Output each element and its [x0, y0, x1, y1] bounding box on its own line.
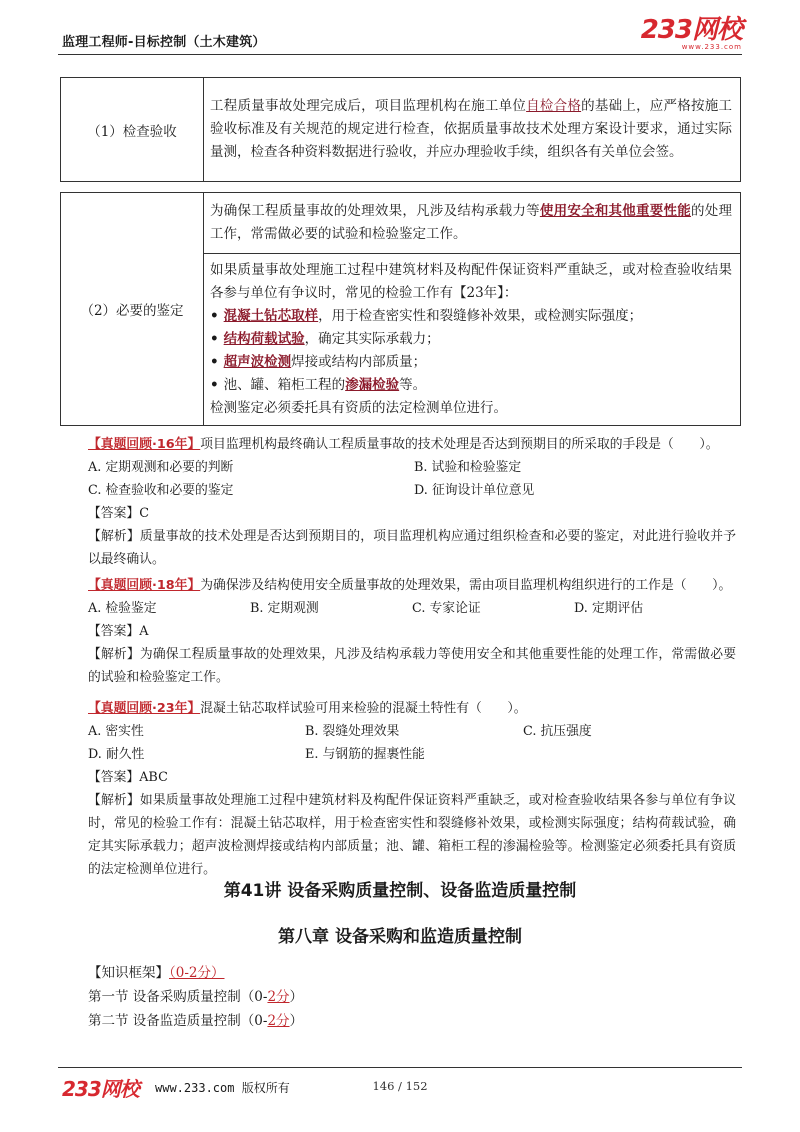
- option-b: B. 试验和检验鉴定: [414, 460, 522, 475]
- question-16: [88, 433, 736, 571]
- lecture-title: 第41讲 设备采购质量控制、设备监造质量控制: [223, 881, 577, 901]
- knowledge-framework: [88, 961, 303, 1033]
- answer-label: 【答案】: [88, 770, 140, 785]
- bullet-item: • 结构荷载试验，确定其实际承载力；: [210, 331, 440, 347]
- row-content-2: [204, 254, 741, 426]
- question-stem: 为确保涉及结构使用安全质量事故的处理效果，需由项目监理机构组织进行的工作是（ ）。: [200, 578, 732, 593]
- highlight-safety-performance: 使用安全和其他重要性能: [539, 203, 692, 219]
- analysis-text: 质量事故的技术处理是否达到预期目的，项目监理机构应通过组织检查和必要的鉴定，对此进行验收并予以最终确认。: [88, 529, 737, 567]
- brand-logo: [641, 17, 742, 51]
- question-18: [88, 574, 736, 689]
- page-number: 146 / 152: [372, 1079, 428, 1093]
- option-c: C. 抗压强度: [523, 724, 592, 739]
- intro-text: 如果质量事故处理施工过程中建筑材料及构配件保证资料严重缺乏，或对检查验收结果各参与单位有争议时，常见的检验工作有【23年】：: [210, 262, 732, 301]
- answer-value: C: [139, 506, 149, 521]
- analysis-text: 如果质量事故处理施工过程中建筑材料及构配件保证资料严重缺乏，或对检查验收结果各参与单位有争议时，常见的检验工作有：混凝土钻芯取样，用于检查密实性和裂缝修补效果，或检测实际强度；结构荷载试验，确定其实际承载力；超声波检测焊接或结构内部质量；池、罐、箱柜工程的渗漏检验等。检测鉴定必须委托具有资质的法定检测单位进行。: [88, 793, 737, 877]
- question-stem: 混凝土钻芯取样试验可用来检验的混凝土特性有（ ）。: [200, 701, 527, 716]
- footer-divider: [58, 1067, 742, 1068]
- row-label: （2）必要的鉴定: [61, 193, 204, 426]
- option-c: C. 检查验收和必要的鉴定: [88, 483, 234, 498]
- question-tag: 【真题回顾·18年】: [88, 578, 201, 593]
- question-stem: 项目监理机构最终确认工程质量事故的技术处理是否达到预期目的所采取的手段是（ ）。: [200, 437, 719, 452]
- closing-text: 检测鉴定必须委托具有资质的法定检测单位进行。: [210, 400, 507, 416]
- appraisal-table: [60, 192, 741, 426]
- question-tag: 【真题回顾·16年】: [88, 437, 201, 452]
- framework-section-1: 第一节 设备采购质量控制（0-2分）: [88, 989, 304, 1005]
- question-23: [88, 697, 736, 881]
- options-row: [88, 743, 736, 766]
- inspection-table: [60, 77, 741, 182]
- answer-label: 【答案】: [88, 506, 140, 521]
- logo-text: 233网校: [640, 15, 742, 45]
- row-label: （1）检查验收: [61, 78, 204, 182]
- option-b: B. 裂缝处理效果: [305, 724, 400, 739]
- option-a: A. 定期观测和必要的判断: [88, 460, 234, 475]
- option-a: A. 检验鉴定: [88, 601, 157, 616]
- option-c: C. 专家论证: [412, 601, 481, 616]
- option-d: D. 定期评估: [574, 601, 644, 616]
- options-row: [88, 597, 736, 620]
- options-row: [88, 479, 736, 502]
- options-row: [88, 456, 736, 479]
- row-content-1: 为确保工程质量事故的处理效果，凡涉及结构承载力等使用安全和其他重要性能的处理工作，常需做必要的试验和检验鉴定工作。: [204, 193, 741, 254]
- option-a: A. 密实性: [88, 724, 144, 739]
- option-d: D. 征询设计单位意见: [414, 483, 535, 498]
- framework-heading: 【知识框架】（0-2分）: [88, 965, 225, 981]
- answer-label: 【答案】: [88, 624, 140, 639]
- footer-site: www.233.com 版权所有: [155, 1081, 290, 1095]
- document-header-title: 监理工程师-目标控制（土木建筑）: [62, 35, 266, 50]
- question-tag: 【真题回顾·23年】: [88, 701, 201, 716]
- options-row: [88, 720, 736, 743]
- footer-logo: 233网校: [62, 1077, 139, 1101]
- bullet-item: • 超声波检测焊接或结构内部质量；: [210, 354, 427, 370]
- option-d: D. 耐久性: [88, 747, 145, 762]
- header-divider: [58, 54, 742, 55]
- bullet-item: • 混凝土钻芯取样，用于检查密实性和裂缝修补效果，或检测实际强度；: [210, 308, 643, 324]
- option-b: B. 定期观测: [250, 601, 319, 616]
- analysis-label: 【解析】: [88, 793, 140, 808]
- analysis-label: 【解析】: [88, 529, 140, 544]
- chapter-title: 第八章 设备采购和监造质量控制: [278, 927, 522, 947]
- answer-value: ABC: [139, 770, 168, 785]
- option-e: E. 与钢筋的握裹性能: [305, 747, 425, 762]
- answer-value: A: [139, 624, 149, 639]
- highlight-self-check: 自检合格: [526, 98, 582, 114]
- framework-section-2: 第二节 设备监造质量控制（0-2分）: [88, 1013, 304, 1029]
- logo-subtext: www.233.com: [681, 43, 742, 51]
- analysis-label: 【解析】: [88, 647, 140, 662]
- analysis-text: 为确保工程质量事故的处理效果，凡涉及结构承载力等使用安全和其他重要性能的处理工作，常需做必要的试验和检验鉴定工作。: [88, 647, 737, 685]
- row-content: 工程质量事故处理完成后，项目监理机构在施工单位自检合格的基础上，应严格按施工验收标准及有关规范的规定进行检查，依据质量事故技术处理方案设计要求，通过实际量测，检查各种资料数据进行验收，并应办理验收手续，组织各有关单位会签。: [204, 78, 741, 182]
- bullet-item: • 池、罐、箱柜工程的渗漏检验等。: [210, 377, 427, 393]
